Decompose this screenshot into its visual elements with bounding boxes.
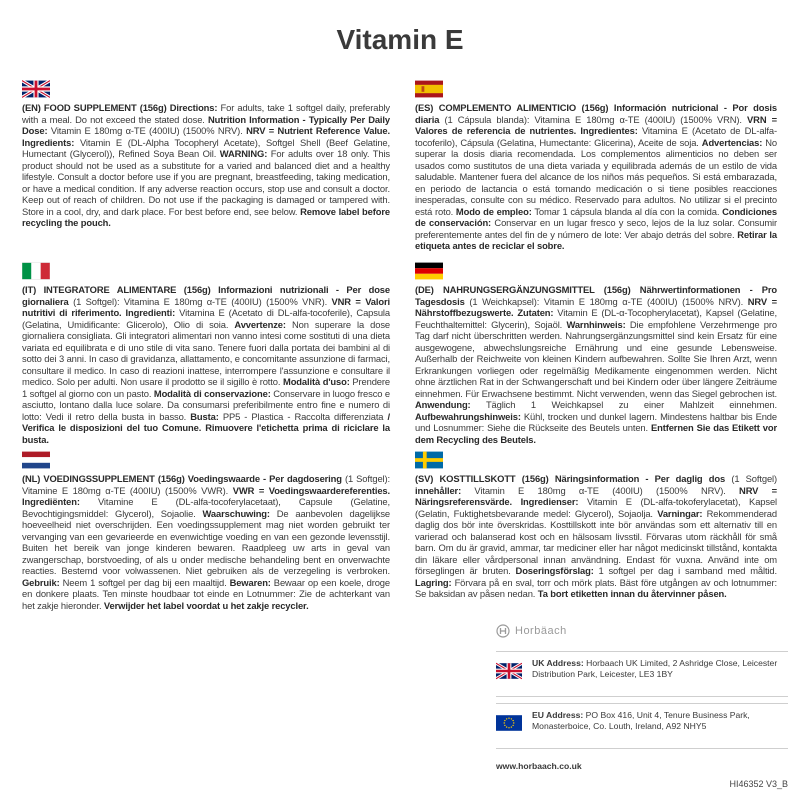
uk-address: UK Address: Horbaach UK Limited, 2 Ashridge Close, Leicester Distribution Park, Leicester, LE3 1BY <box>532 658 778 679</box>
italy-flag-icon <box>22 262 50 280</box>
es-text: (ES) COMPLEMENTO ALIMENTICIO (156g) Información nutricional - Por dosis diaria (1 Cápsula blanda): Vitamina E 180mg α-TE (400IU) (1500% VRN). VRN = Valores de referencia de nutrientes. Ingredientes: Vitamina E (Acetato de DL-alfa-tocoferilo), Cápsula (Gelatina, Humectante: Glicerina), Aceite de soja. Advertencias: No superar la dosis diaria recomendada. Los complementos alimenticios no deben ser usados como sustitutos de una dieta variada y equilibrada además de un estilo de vida saludable. Mantener fuera del alcance de los niños más pequeños. Si está embarazada, en periodo de lactancia o está tomando medicación o si tiene posibles reacciones inesperadas, consulte con su médico. Reservado para adultos. No utilizar si el precinto está roto. Modo de empleo: Tomar 1 cápsula blanda al día con la comida. Condiciones de conservación: Conservar en un lugar fresco y seco, lejos de la luz solar. Consumir preferentemente antes del fin de y número de lote: Ver abajo detrás del sobre. Retirar la etiqueta antes de reciclar el sobre. <box>415 102 777 251</box>
uk-flag-icon <box>22 80 50 98</box>
brand-row <box>496 624 567 638</box>
en-text: (EN) FOOD SUPPLEMENT (156g) Directions: For adults, take 1 softgel daily, preferably with a meal. Do not exceed the stated dose. Nutrition Information - Typically Per Daily Dose: Vitamin E 180mg α-TE (400IU) (1500% NRV). NRV = Nutrient Reference Value. Ingredients: Vitamin E (DL-Alpha Tocopheryl Acetate), Softgel Shell (Beef Gelatine, Humectant (Glycerol)), Refined Soya Bean Oil. WARNING: For adults over 18 only. This product should not be used as a substitute for a varied and balanced diet and a healthy lifestyle. Consult a doctor before use if you are pregnant, breastfeeding, taking medication, or have a medical condition. If any adverse reaction occurs, stop use and consult a doctor. Keep out of reach of children. Do not use if the packaging is damaged or tampered with. Store in a cool, dry, and dark place. For best before end, see below. Remove label before recycling the pouch. <box>22 102 390 228</box>
product-code: HI46352 V3_B <box>729 779 788 789</box>
eu-flag-icon <box>496 714 522 732</box>
sweden-flag-icon <box>415 451 443 469</box>
germany-flag-icon <box>415 262 443 280</box>
section-sv <box>415 451 777 600</box>
section-nl <box>22 451 390 611</box>
de-text: (DE) NAHRUNGSERGÄNZUNGSMITTEL (156g) Nährwertinformationen - Pro Tagesdosis (1 Weichkapsel): Vitamin E 180mg α-TE (400IU) (1500% NRV). NRV = Nährstoffbezugswerte. Zutaten: Vitamin E (DL-α-Tocopherylacetat), Kapsel (Gelatine, Feuchthaltemittel: Glycerin), Sojaöl. Warnhinweis: Die empfohlene Verzehrmenge pro Tag darf nicht überschritten werden. Nahrungsergänzungsmittel sind kein Ersatz für eine ausgewogene, abwechslungsreiche Ernährung und eine gesunde Lebensweise. Außerhalb der Reichweite von kleinen Kindern aufbewahren. Sollte Sie Ihren Arzt, wenn Erkrankungen vorliegen oder regelmäßig Medikamente eingenommen werden. Nicht ohne ärztlichen Rat in der Schwangerschaft und bei Kindern oder über längere Zeiträume einnehmen. Für Erwachsene bestimmt. Nicht verwenden, wenn das Siegel gebrochen ist. Anwendung: Täglich 1 Weichkapsel zu einer Mahlzeit einnehmen. Aufbewahrungshinweis: Kühl, trocken und dunkel lagern. Mindestens haltbar bis Ende und Losnummer: Siehe die Rückseite des Beutels unten. Entfernen Sie das Etikett vor dem Recycling des Beutels. <box>415 284 778 445</box>
sv-text: (SV) KOSTTILLSKOTT (156g) Näringsinformation - Per daglig dos (1 Softgel) innehåller: Vitamin E 180mg α-TE (400IU) (1500% NRV). NRV = Näringsreferensvärde. Ingredienser: Vitamin E (DL-alfa-tokoferylacetat), Kapsel (Gelatin, Fuktighetsbevarande medel: Glycerol), Sojaolja. Varningar: Rekommenderad daglig dos bör inte överskridas. Kosttillskott inte bör användas som ett alternativ till en varierad och balanserad kost och en hälsosam livsstil. Förvaras utom räckhåll för små barn. Om du är gravid, ammar, tar mediciner eller har något medicinskt tillstånd, kontakta din läkare eller vårdpersonal innan användning. Endast för vuxna. Använd inte om förseglingen är bruten. Doseringsförslag: 1 softgel per dag i samband med måltid. Lagring: Förvara på en sval, torr och mörk plats. Bäst före utgången av och lotnummer: Se baksidan av påsen nedan. Ta bort etiketten innan du återvinner påsen. <box>415 473 778 599</box>
page-title: Vitamin E <box>336 24 464 55</box>
section-es <box>415 80 777 252</box>
section-it <box>22 262 390 445</box>
horbaach-logo-icon <box>496 624 510 638</box>
netherlands-flag-icon <box>22 451 50 469</box>
uk-address-box <box>496 651 788 697</box>
it-text: (IT) INTEGRATORE ALIMENTARE (156g) Informazioni nutrizionali - Per dose giornaliera (1 Softgel): Vitamina E 180mg α-TE (400IU) (1500% VNR). VNR = Valori nutritivi di riferimento. Ingredienti: Vitamina E (Acetato di DL-alfa-tocoferile), Capsula (Gelatina, Umidificante: Glicerolo), Olio di soia. Avvertenze: Non superare la dose giornaliera consigliata. Gli integratori alimentari non vanno intesi come sostituti di una dieta variata ed equilibrata e di uno stile di vita sano. Tenere fuori dalla portata dei bambini al di sotto dei 3 anni. In caso di gravidanza, allattamento, e concomitante assunzione di farmaci, consultare il medico. In caso di reazioni inattese, interrompere l'assunzione e consultare il medico. Solo per adulti. Non usare il prodotto se il sigillo è rotto. Modalità d'uso: Prendere 1 softgel al giorno con un pasto. Modalità di conservazione: Conservare in luogo fresco e asciutto, lontano dalla luce solare. Da consumarsi preferibilmente entro fine e numero di lotto: Vedi il retro della busta in basso. Busta: PP5 - Plastica - Raccolta differenziata / Verifica le disposizioni del tuo Comune. Rimuovere l'etichetta prima di riciclare la busta. <box>22 284 391 445</box>
section-de <box>415 262 777 445</box>
eu-address: EU Address: PO Box 416, Unit 4, Tenure Business Park, Monasterboice, Co. Louth, Ireland, A92 NHY5 <box>532 710 750 731</box>
website: www.horbaach.co.uk <box>496 761 582 771</box>
uk-flag-icon <box>496 662 522 680</box>
nl-text: (NL) VOEDINGSSUPPLEMENT (156g) Voedingswaarde - Per dagdosering (1 Softgel): Vitamine E 180mg α-TE (400IU) (1500% VWR). VWR = Voedingswaardereferenties. Ingrediënten: Vitamine E (DL-alfa-tocoferylacetaat), Capsule (Gelatine, Bevochtigingsmiddel: Glycerol), Sojaolie. Waarschuwing: De aanbevolen dagelijkse hoeveelheid niet overschrijden. Een voedingssupplement mag niet worden gebruikt ter vervanging van een gevarieerde en evenwichtige voeding en van een gezonde levensstijl. Buiten het bereik van jonge kinderen bewaren. Raadpleeg uw arts in geval van zwangerschap, borstvoeding, of als u onder medische behandeling bent en onverwachte reacties. Bestemd voor volwassenen. Niet gebruiken als de verzegeling is verbroken. Gebruik: Neem 1 softgel per dag bij een maaltijd. Bewaren: Bewaar op een koele, droge en donkere plaats. Ten minste houdbaar tot einde en Lotnummer: Zie de achterkant van het zakje hieronder. Verwijder het label voordat u het zakje recycler. <box>22 473 390 611</box>
spain-flag-icon <box>415 80 443 98</box>
eu-address-box <box>496 703 788 749</box>
brand-name: Horbäach <box>515 625 567 637</box>
section-en <box>22 80 390 229</box>
